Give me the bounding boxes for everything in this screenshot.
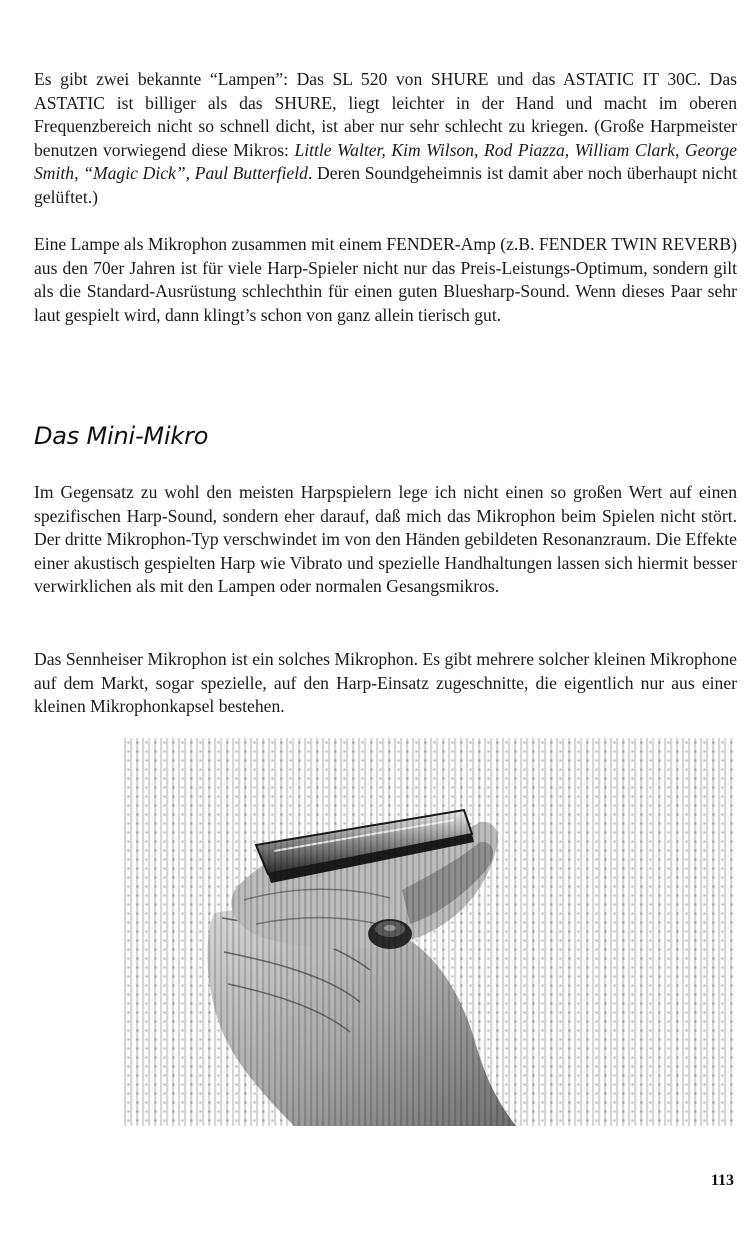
section-heading: Das Mini-Mikro [34,422,209,450]
harmonica-hands-photo [124,738,736,1126]
paragraph-microphone-lamps [34,68,737,210]
p1-text-end: . Deren Soundgeheimnis ist damit aber noch überhaupt nicht gelüftet.) [34,163,738,207]
paragraph-sennheiser: Das Sennheiser Mikrophon ist ein solches Mikrophon. Es gibt mehrere solcher kleinen Mikrophone auf dem Markt, sogar spezielle, auf den Harp-Einsatz zugeschnitte, die eigentlich nur aus einer kleinen Mikrophonkapsel bestehen. [34,649,737,717]
p1-harp-players-italic: Little Walter, Kim Wilson, Rod Piazza, William Clark, George Smith, “Magic Dick”, Paul Butterfield [34,139,737,184]
scan-stripes [124,738,736,1126]
p1-text-start: Es gibt zwei bekannte “Lampen”: Das SL 520 von SHURE und das ASTATIC IT 30C. Das ASTATIC ist billiger als das SHURE, liegt leichter in der Hand und macht im oberen Frequenzbereich nicht so schnell dicht, ist aber nur sehr schlecht zu kriegen. (Große Harpmeister benutzen vorwiegend diese Mikros: [34,69,737,160]
paragraph-mini-mikro: Im Gegensatz zu wohl den meisten Harpspielern lege ich nicht einen so großen Wert auf einen spezifischen Harp-Sound, sondern eher darauf, daß mich das Mikrophon beim Spielen nicht stört. Der dritte Mikrophon-Typ verschwindet im von den Händen gebildeten Resonanzraum. Die Effekte einer akustisch gespielten Harp wie Vibrato und spezielle Handhaltungen lassen sich hiermit besser verwirklichen als mit den Lampen oder normalen Gesangsmikros. [34,482,737,597]
page-number: 113 [710,1172,734,1189]
paragraph-fender-amp: Eine Lampe als Mikrophon zusammen mit einem FENDER-Amp (z.B. FENDER TWIN REVERB) aus den 70er Jahren ist für viele Harp-Spieler nicht nur das Preis-Leistungs-Optimum, sondern gilt als die Standard-Ausrüstung schlechthin für einen guten Bluesharp-Sound. Wenn dieses Paar sehr laut gespielt wird, dann klingt’s schon von ganz allein tierisch gut. [34,234,737,325]
